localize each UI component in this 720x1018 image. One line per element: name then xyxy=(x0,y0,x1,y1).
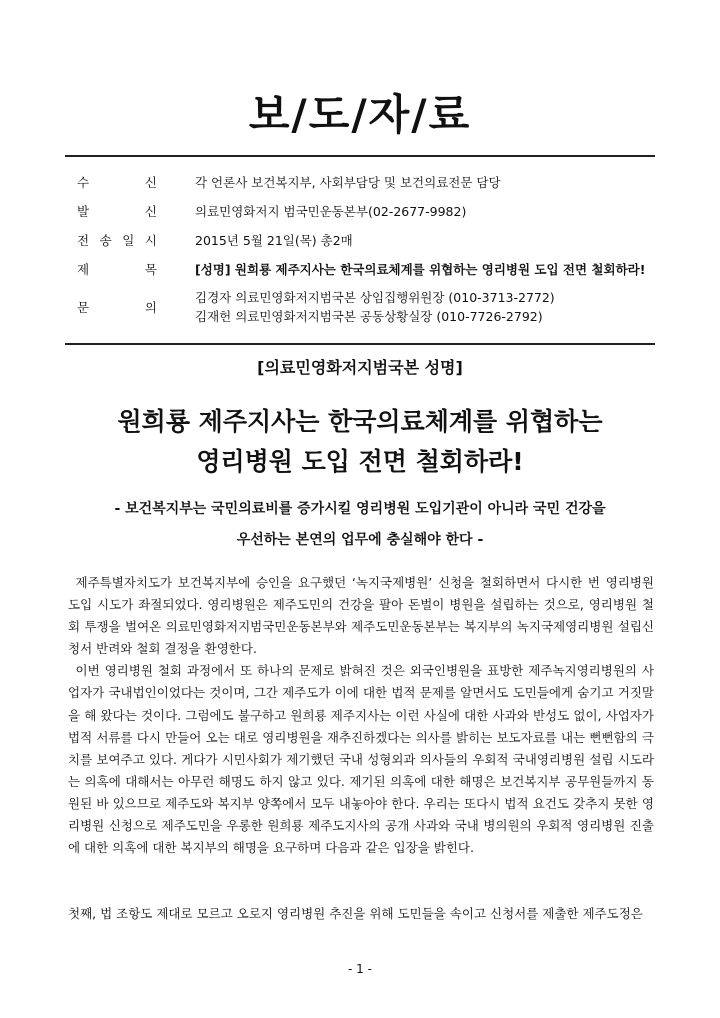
meta-label-contact: 문 의 xyxy=(77,299,157,315)
first-point-paragraph: 첫째, 법 조항도 제대로 모르고 오로지 영리병원 추진을 위해 도민들을 속이고 신청서를 제출한 제주도정은 xyxy=(68,906,643,921)
meta-row-date xyxy=(65,230,655,251)
contact-line: 김재헌 의료민영화저지범국본 공동상황실장 (010-7726-2792) xyxy=(195,309,543,324)
subheadline-line: 우선하는 본연의 업무에 충실해야 한다 - xyxy=(236,532,484,548)
meta-label-date: 전 송 일 시 xyxy=(77,233,157,248)
subheadline xyxy=(0,494,720,556)
release-label: [의료민영화저지범국본 성명] xyxy=(257,358,463,377)
meta-label-sender: 발 신 xyxy=(77,204,157,219)
meta-label-subject: 제 목 xyxy=(77,262,157,277)
meta-value-date: 2015년 5월 21일(목) 총2매 xyxy=(195,233,353,248)
press-meta-table xyxy=(65,172,655,334)
meta-row-sender xyxy=(65,201,655,222)
meta-value-contact xyxy=(195,288,655,326)
page-number: - 1 - xyxy=(348,962,372,976)
body-paragraph: 제주특별자치도가 보건복지부에 승인을 요구했던 ‘녹지국제병원’ 신청을 철회하면서 다시한 번 영리병원 도입 시도가 좌절되었다. 영리병원은 제주도민의 건강을 팔아 돈벌이 병원을 설립하는 것으로, 영리병원 철회 투쟁을 벌여온 의료민영화저지범국민운동본부와 제주도민운동본부는 복지부의 녹지국제영리병원 설립신청서 반려와 철회 결정을 환영한다. xyxy=(68,575,654,657)
statement-body xyxy=(68,572,654,859)
headline-line: 원희룡 제주지사는 한국의료체계를 위협하는 xyxy=(117,407,603,436)
meta-value-recipient: 각 언론사 보건복지부, 사회부담당 및 보건의료전문 담당 xyxy=(195,175,501,190)
body-paragraph: 이번 영리병원 철회 과정에서 또 하나의 문제로 밝혀진 것은 외국인병원을 표방한 제주녹지영리병원의 사업자가 국내법인이었다는 것이며, 그간 제주도가 이에 대한 법적 문제를 알면서도 도민들에게 숨기고 거짓말을 해 왔다는 것이다. 그럼에도 불구하고 원희룡 제주지사는 이런 사실에 대한 사과와 반성도 없이, 사업자가 법적 서류를 다시 만들어 오는 대로 영리병원을 재추진하겠다는 의사를 밝히는 보도자료를 내는 뻔뻔함의 극치를 보여주고 있다. 게다가 시민사회가 제기했던 국내 성형외과 의사들의 우회적 국내영리병원 설립 시도라는 의혹에 대해서는 아무런 해명도 하지 않고 있다. 제기된 의혹에 대한 해명은 보건복지부 공무원들까지 동원된 바 있으므로 제주도와 복지부 양쪽에서 모두 내놓아야 한다. 우리는 또다시 법적 요건도 갖추지 못한 영리병원 신청으로 제주도민을 우롱한 원희룡 제주도지사의 공개 사과와 국내 병의원의 우회적 영리병원 진출에 대한 의혹에 대한 복지부의 해명을 요구하며 다음과 같은 입장을 밝힌다. xyxy=(68,663,654,856)
meta-label-recipient: 수 신 xyxy=(77,175,157,190)
headline xyxy=(0,402,720,482)
header-divider-bottom xyxy=(65,343,655,345)
meta-row-subject xyxy=(65,259,655,280)
subheadline-line: - 보건복지부는 국민의료비를 증가시킬 영리병원 도입기관이 아니라 국민 건강을 xyxy=(114,501,606,517)
contact-line: 김경자 의료민영화저지범국본 상임집행위원장 (010-3713-2772) xyxy=(195,290,555,305)
meta-row-contact xyxy=(65,288,655,326)
header-divider-top xyxy=(65,155,655,157)
headline-line: 영리병원 도입 전면 철회하라! xyxy=(196,447,524,476)
meta-value-subject: [성명] 원희룡 제주지사는 한국의료체계를 위협하는 영리병원 도입 전면 철회하라! xyxy=(195,262,646,277)
meta-row-recipient xyxy=(65,172,655,193)
meta-value-sender: 의료민영화저지 범국민운동본부(02-2677-9982) xyxy=(195,204,467,219)
page-title: 보/도/자/료 xyxy=(248,90,472,139)
